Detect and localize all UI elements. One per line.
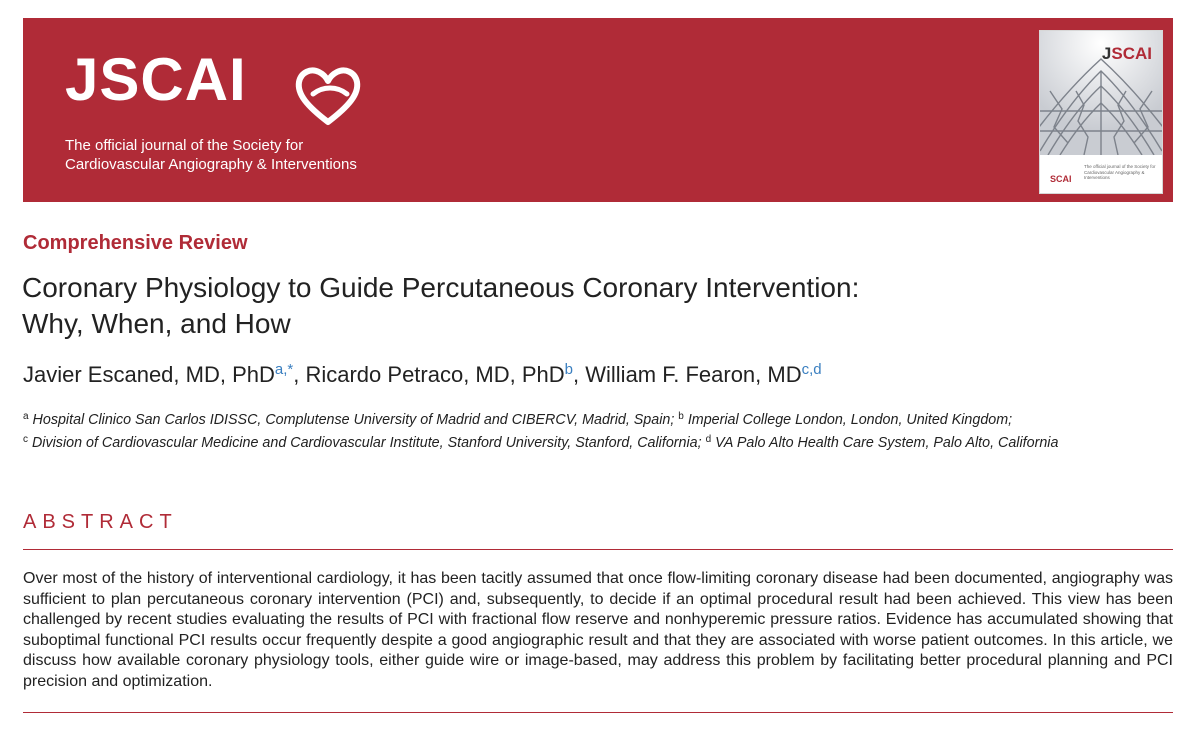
article-title-line-1: Coronary Physiology to Guide Percutaneous Coronary Intervention: [22, 272, 860, 303]
author-affiliations [23, 407, 1173, 453]
affiliation-d: VA Palo Alto Health Care System, Palo Alto, California [715, 435, 1059, 451]
cover-title [1102, 45, 1152, 62]
cover-title-j: J [1101, 44, 1112, 63]
author-name-3: William F. Fearon, MD [585, 362, 802, 387]
tagline-line-1: The official journal of the Society for [65, 137, 304, 154]
affiliation-marker-a: a [23, 411, 29, 422]
journal-tagline [65, 136, 357, 174]
article-title [22, 270, 1022, 342]
cover-footer-logo: SCAI [1050, 174, 1072, 184]
author-list [23, 361, 822, 388]
affiliation-marker-d: d [705, 434, 712, 445]
journal-logo-text: JSCAI [65, 46, 247, 113]
journal-cover-thumbnail[interactable] [1039, 30, 1163, 194]
journal-banner [23, 18, 1173, 202]
author-affiliation-link-3[interactable]: c,d [801, 361, 822, 378]
affiliation-marker-c: c [23, 434, 28, 445]
author-name-2: Ricardo Petraco, MD, PhD [305, 362, 565, 387]
scai-heart-logo-icon [293, 64, 363, 126]
abstract-heading: ABSTRACT [23, 511, 178, 533]
article-type-label: Comprehensive Review [23, 232, 248, 254]
affiliation-b: Imperial College London, London, United Kingdom; [687, 412, 1013, 428]
tagline-line-2: Cardiovascular Angiography & Interventions [65, 156, 357, 173]
affiliation-c: Division of Cardiovascular Medicine and Cardiovascular Institute, Stanford University, Stanford, California; [31, 435, 706, 451]
affiliation-marker-b: b [678, 411, 684, 422]
abstract-bottom-divider [23, 712, 1173, 713]
author-separator-2: , [573, 362, 586, 387]
abstract-top-divider [23, 549, 1173, 550]
cover-footer-text: The official journal of the Society for Cardiovascular Angiography & Interventions [1084, 164, 1156, 180]
article-title-line-2: Why, When, and How [22, 308, 291, 339]
author-affiliation-link-2[interactable]: b [564, 361, 574, 378]
author-affiliation-link-1[interactable]: a,* [274, 361, 294, 378]
abstract-body: Over most of the history of interventional cardiology, it has been tacitly assumed that once flow-limiting coronary disease had been documented, angiography was sufficient to plan percutaneous coronary intervention (PCI) and, subsequently, to decide if an optimal procedural result had been achieved. This view has been challenged by recent studies evaluating the results of PCI with fractional flow reserve and nonhyperemic pressure ratios. Evidence has accumulated showing that suboptimal functional PCI results occur frequently despite a good angiographic result and that they are associated with worse patient outcomes. In this article, we discuss how available coronary physiology tools, either guide wire or image-based, may address this problem by facilitating better procedural planning and PCI precision and optimization. [23, 570, 1173, 690]
cover-title-scai: SCAI [1111, 44, 1152, 63]
affiliation-a: Hospital Clinico San Carlos IDISSC, Complutense University of Madrid and CIBERCV, Madrid, Spain; [32, 412, 679, 428]
author-name-1: Javier Escaned, MD, PhD [23, 362, 275, 387]
author-separator-1: , [293, 362, 306, 387]
